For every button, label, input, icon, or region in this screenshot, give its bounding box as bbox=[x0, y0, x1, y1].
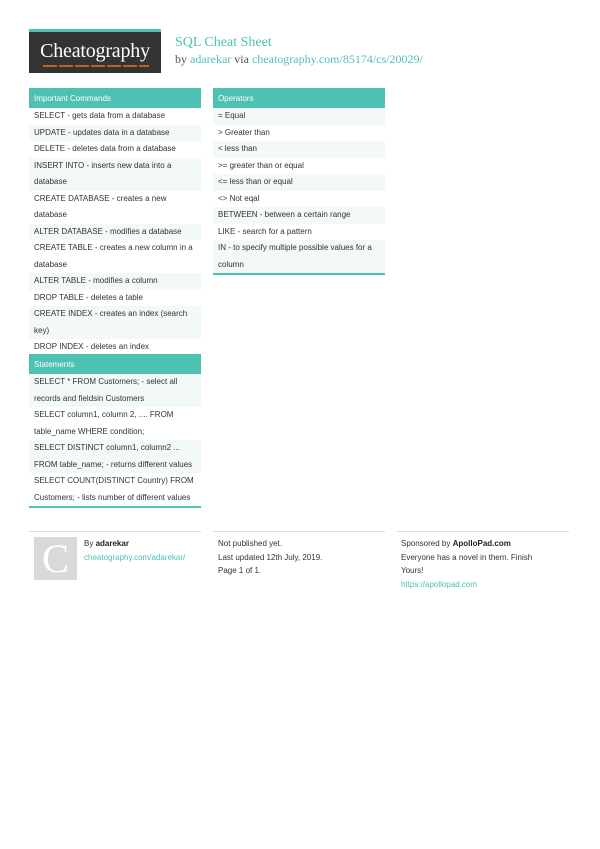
by-label: By bbox=[84, 539, 94, 548]
list-item: CREATE TABLE - creates a new column in a database bbox=[34, 243, 193, 269]
list-item: LIKE - search for a pattern bbox=[218, 226, 312, 236]
section-title: Operators bbox=[213, 91, 385, 108]
section-operators bbox=[213, 88, 385, 275]
author-profile-link[interactable]: cheatography.com/adarekar/ bbox=[84, 552, 186, 562]
list-item: DROP INDEX - deletes an index bbox=[34, 342, 150, 351]
section-title: Statements bbox=[29, 357, 201, 374]
footer-divider bbox=[29, 531, 201, 532]
list-item: CREATE DATABASE - creates a new database bbox=[34, 193, 167, 219]
list-item: SELECT DISTINCT column1, column2 ... FROM table_name; - returns different values bbox=[29, 440, 201, 473]
list-item: > Greater than bbox=[218, 127, 270, 137]
list-item: SELECT - gets data from a database bbox=[34, 111, 166, 120]
footer-divider bbox=[397, 531, 569, 532]
page-title: SQL Cheat Sheet bbox=[175, 35, 272, 50]
list-item: CREATE INDEX - creates an index (search key) bbox=[29, 306, 201, 339]
footer-sponsor bbox=[401, 537, 551, 591]
logo-text: Cheatography bbox=[40, 40, 150, 62]
list-item: SELECT * FROM Customers; - select all records and fieldsin Customers bbox=[29, 374, 201, 407]
published-status: Not published yet. bbox=[218, 539, 283, 548]
by-prefix: by bbox=[175, 52, 187, 66]
author-link[interactable]: adarekar bbox=[190, 52, 232, 66]
section-important-commands bbox=[29, 88, 201, 358]
sponsor-text: Everyone has a novel in them. Finish Yours! bbox=[401, 552, 533, 575]
list-item: BETWEEN - between a certain range bbox=[213, 207, 385, 224]
logo-underline bbox=[43, 65, 149, 67]
list-item: <> Not eqal bbox=[218, 193, 260, 203]
section-statements bbox=[29, 354, 201, 508]
list-item: DROP TABLE - deletes a table bbox=[34, 292, 143, 302]
list-item: UPDATE - updates data in a database bbox=[29, 125, 201, 142]
list-item: = Equal bbox=[213, 108, 385, 125]
footer-meta bbox=[218, 537, 322, 578]
sponsor-prefix: Sponsored by bbox=[401, 539, 451, 548]
list-item: < less than bbox=[213, 141, 385, 158]
footer-author bbox=[84, 537, 185, 564]
list-item: IN - to specify multiple possible values for a column bbox=[213, 240, 385, 273]
author-avatar[interactable]: C bbox=[34, 537, 77, 580]
cheatography-logo[interactable] bbox=[29, 29, 161, 73]
byline bbox=[175, 52, 423, 67]
list-item: INSERT INTO - inserts new data into a database bbox=[29, 158, 201, 191]
section-title: Important Commands bbox=[29, 91, 201, 108]
list-item: SELECT column1, column 2, .... FROM table_name WHERE condition; bbox=[34, 410, 174, 436]
list-item: SELECT COUNT(DISTINCT Country) FROM Customers; - lists number of different values bbox=[34, 476, 194, 502]
list-item: >= greater than or equal bbox=[218, 160, 304, 170]
list-item: ALTER DATABASE - modifies a database bbox=[29, 224, 201, 241]
last-updated: Last updated 12th July, 2019. bbox=[218, 552, 323, 562]
sponsor-name: ApolloPad.com bbox=[452, 539, 511, 548]
footer-author-name: adarekar bbox=[95, 539, 129, 548]
page-number: Page 1 of 1. bbox=[218, 566, 262, 575]
list-item: DELETE - deletes data from a database bbox=[34, 144, 176, 153]
list-item: ALTER TABLE - modifies a column bbox=[29, 273, 201, 290]
sponsor-link[interactable]: https://apollopad.com bbox=[401, 579, 478, 589]
via-label: via bbox=[234, 52, 249, 66]
sheet-url-link[interactable]: cheatography.com/85174/cs/20029/ bbox=[251, 52, 423, 66]
list-item: <= less than or equal bbox=[213, 174, 385, 191]
footer-divider bbox=[213, 531, 385, 532]
